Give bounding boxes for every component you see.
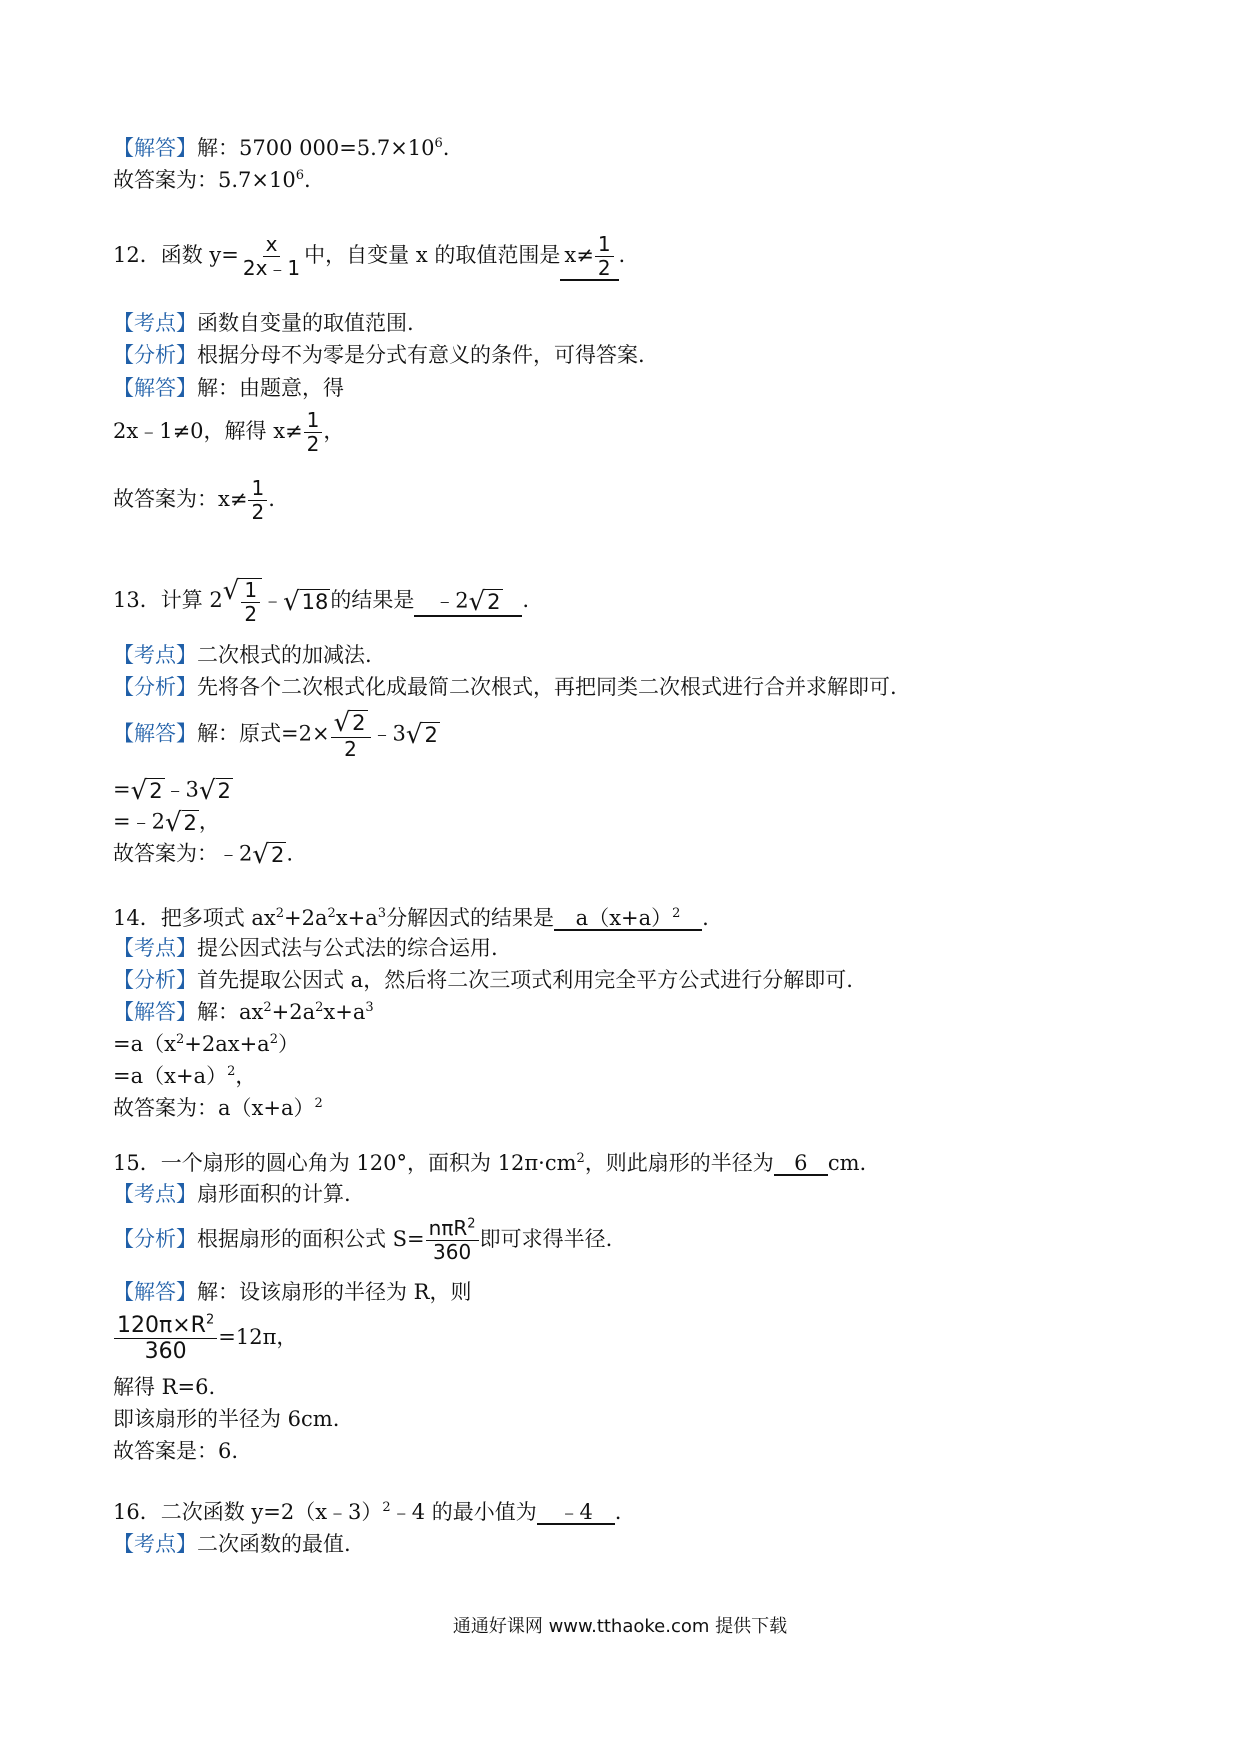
- q14-step-3: $=a(x+a)^2$，: [113, 1064, 257, 1088]
- q15-step-4: 即该扇形的半径为 6cm.: [113, 1407, 340, 1431]
- q12-final-answer: 故答案为：x≠ $\frac{1}{2}$ .: [113, 476, 275, 524]
- q14-fenxi: 【分析】首先提取公因式 a，然后将二次三项式利用完全平方公式进行分解即可.: [113, 968, 853, 992]
- q13-final-answer: 故答案为：﹣2 √ 2 .: [113, 840, 294, 870]
- radical: √ $\frac{1}{2}$: [223, 578, 262, 625]
- q15-jieda: 【解答】解：设该扇形的半径为 R，则: [113, 1280, 472, 1304]
- answer-blank: ﹣2 √ 2: [414, 589, 522, 617]
- q12-jieda: 【解答】解：由题意，得: [113, 376, 344, 400]
- q15-step-3: 解得 R=6.: [113, 1375, 216, 1399]
- q14-step-2: $=a(x^2+2ax+a^2)$: [113, 1032, 299, 1056]
- answer-blank: $a(x+a)^2$: [554, 908, 702, 931]
- q15-equation: $\frac{120\pi\times R^2}{360}$ =12π，: [113, 1314, 297, 1363]
- page-footer: 通通好课网 www.tthaoke.com 提供下载: [452, 1616, 788, 1637]
- q13-jieda: 【解答】解：原式=2× √ 2 2 ﹣3 √ 2: [113, 708, 438, 761]
- label-jieda: 【解答】: [113, 136, 197, 160]
- q15-fenxi: 【分析】根据扇形的面积公式 S= $\frac{n\pi R^2}{360}$ 即可求得半径.: [113, 1216, 613, 1264]
- q14-stem: 14．把多项式 $ax^2+2a^2x+a^3$分解因式的结果是 $a(x+a)^2$ .: [113, 906, 709, 930]
- q15-kaodian: 【考点】扇形面积的计算.: [113, 1182, 351, 1206]
- q12-kaodian: 【考点】函数自变量的取值范围.: [113, 311, 414, 335]
- q16-kaodian: 【考点】二次函数的最值.: [113, 1532, 351, 1556]
- q13-stem: 13．计算 2 √ $\frac{1}{2}$ ﹣ √ 18 的结果是 ﹣2 √ 2 .: [113, 576, 530, 626]
- q12-fenxi: 【分析】根据分母不为零是分式有意义的条件，可得答案.: [113, 343, 645, 367]
- q15-stem: 15．一个扇形的圆心角为 120°，面积为 $12\pi\cdot cm^2$，则此扇形的半径为 6 cm.: [113, 1151, 867, 1175]
- q13-fenxi: 【分析】先将各个二次根式化成最简二次根式，再把同类二次根式进行合并求解即可.: [113, 675, 897, 699]
- fraction: $\frac{x}{2x﹣1}$: [242, 232, 301, 280]
- q16-stem: 16．二次函数 y=2（x﹣3）$^2$﹣4 的最小值为 ﹣4 .: [113, 1500, 622, 1524]
- q14-kaodian: 【考点】提公因式法与公式法的综合运用.: [113, 936, 498, 960]
- q11-answer-line: 【解答】解：5700 $000=5.7\times 10^6$.: [113, 136, 450, 160]
- q13-step-3: =﹣2 √ 2 ，: [113, 808, 220, 838]
- answer-blank: x≠ $\frac{1}{2}$: [560, 234, 618, 281]
- q13-step-2: = √ 2 ﹣3 √ 2: [113, 776, 231, 806]
- q14-final-answer: 故答案为：$a(x+a)^2$: [113, 1096, 323, 1120]
- q15-final-answer: 故答案是：6.: [113, 1439, 239, 1463]
- q13-kaodian: 【考点】二次根式的加减法.: [113, 643, 372, 667]
- answer-blank: ﹣4: [537, 1502, 615, 1525]
- answer-blank: 6: [774, 1153, 828, 1176]
- q11-final-answer: 故答案为：$5.7\times 10^6$.: [113, 168, 311, 192]
- q12-step: 2x﹣1≠0，解得 x≠ $\frac{1}{2}$ ，: [113, 408, 345, 456]
- q14-jieda: 【解答】解：$ax^2+2a^2x+a^3$: [113, 1000, 374, 1024]
- q12-stem: 12．函数 y= $\frac{x}{2x﹣1}$ 中，自变量 x 的取值范围是 x≠ $\frac{1}{2}$ .: [113, 232, 626, 280]
